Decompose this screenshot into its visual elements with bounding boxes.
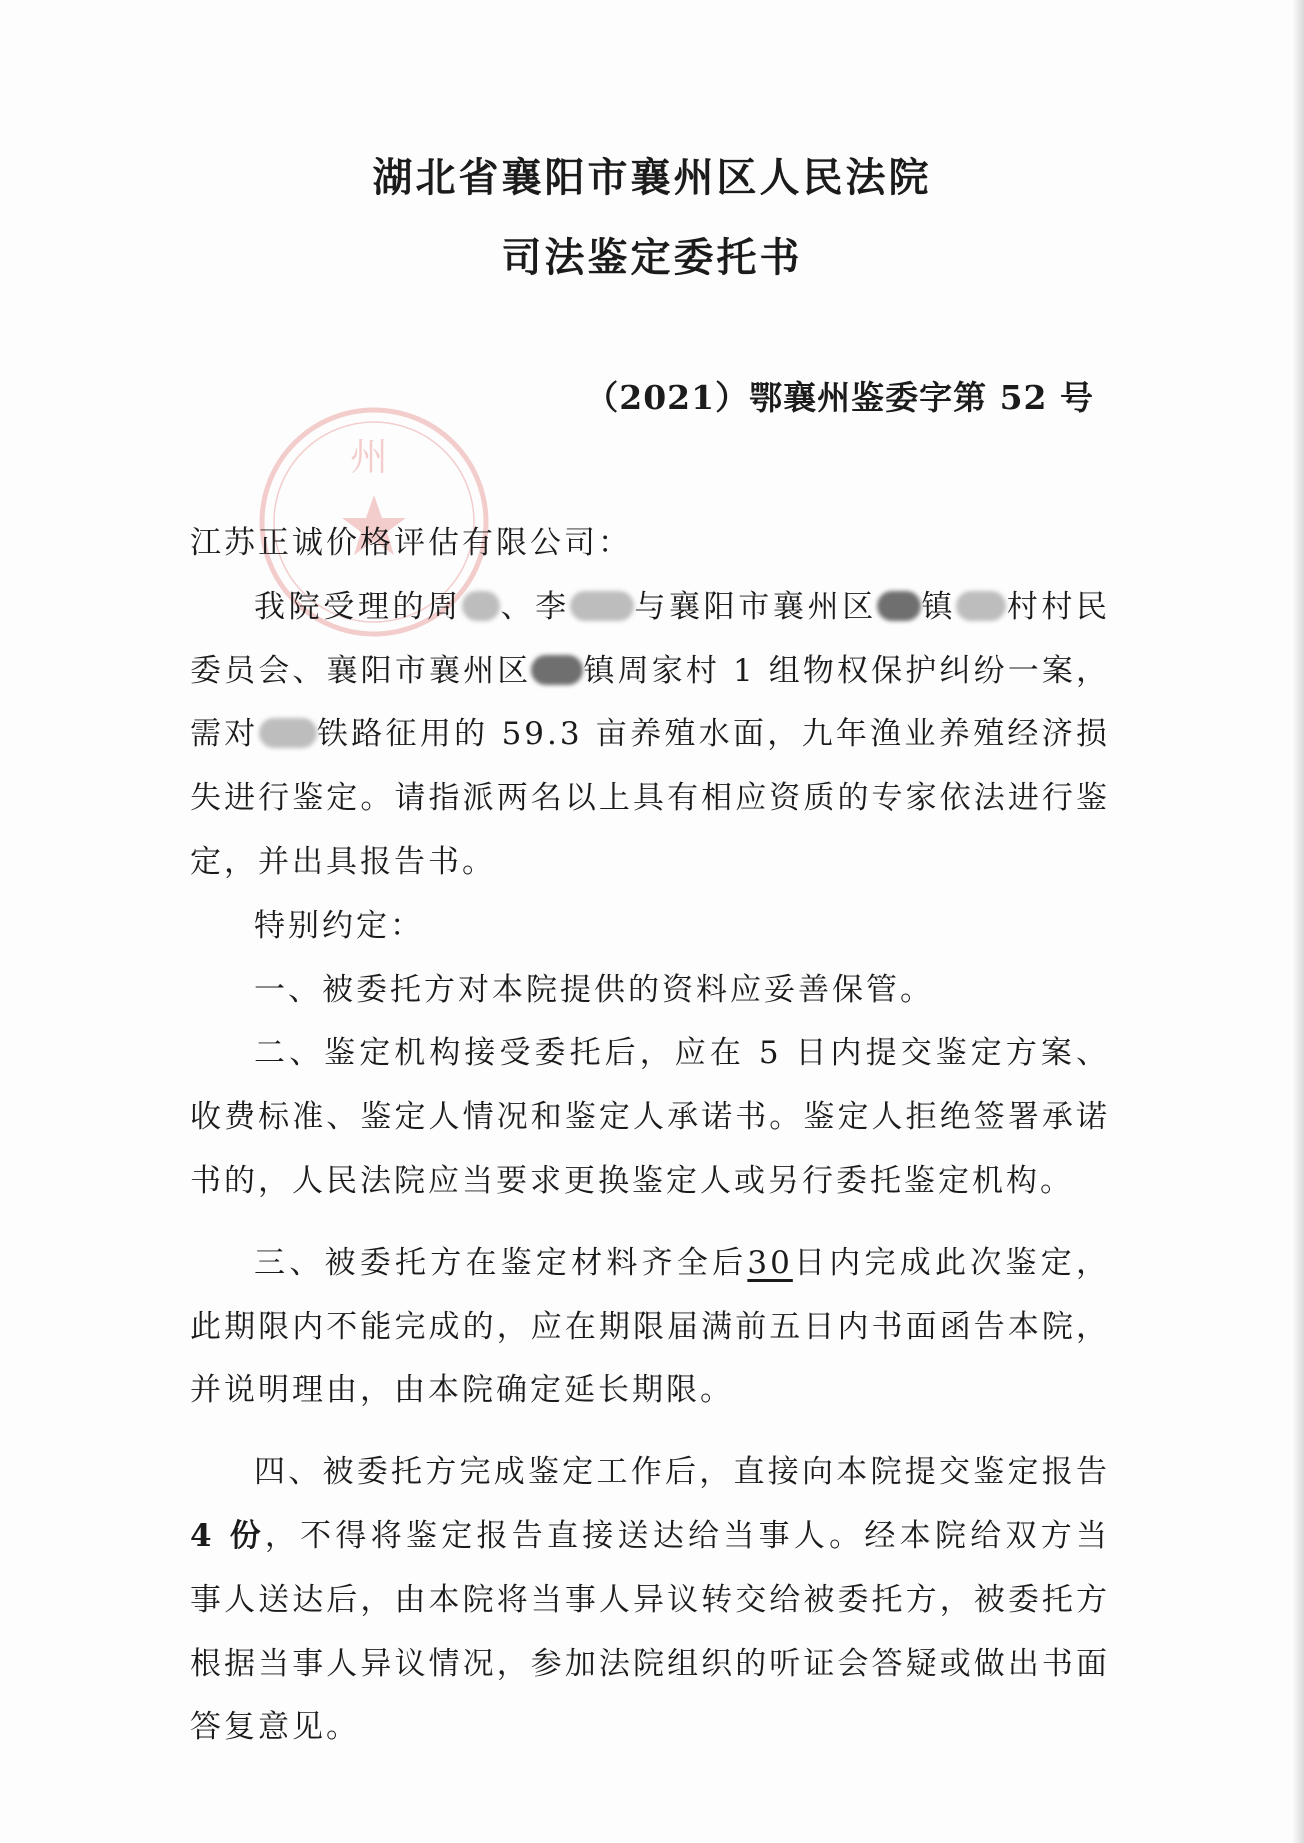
- clause-4: 四、被委托方完成鉴定工作后，直接向本院提交鉴定报告4 份，不得将鉴定报告直接送达给当事人。经本院给双方当事人送达后，由本院将当事人异议转交给被委托方，被委托方根据当事人异议情况，参加法院组织的听证会答疑或做出书面答复意见。: [190, 1454, 1110, 1746]
- redaction-mark: [259, 718, 317, 748]
- addressee: 江苏正诚价格评估有限公司：: [190, 525, 632, 561]
- document-number: （2021）鄂襄州鉴委字第 52 号: [585, 378, 1094, 417]
- court-name: 湖北省襄阳市襄州区人民法院: [372, 154, 932, 201]
- redaction-mark: [570, 591, 634, 621]
- intro-paragraph: 我院受理的周 、李 与襄阳市襄州区 镇 村村民委员会、襄阳市襄州区 镇周家村 1 组物权保护纠纷一案，需对 铁路征用的 59.3 亩养殖水面，九年渔业养殖经济损失进行鉴定。请指派两名以上具有相应资质的专家依法进行鉴定，并出具报告书。: [190, 588, 1111, 880]
- redaction-mark: [877, 591, 921, 621]
- clause-2: 二、鉴定机构接受委托后，应在 5 日内提交鉴定方案、收费标准、鉴定人情况和鉴定人承诺书。鉴定人拒绝签署承诺书的，人民法院应当要求更换鉴定人或另行委托鉴定机构。: [190, 1035, 1110, 1199]
- letter-body: [190, 512, 1110, 1760]
- special-terms-heading: 特别约定：: [254, 907, 424, 944]
- clause-1: 一、被委托方对本院提供的资料应妥善保管。: [254, 971, 934, 1008]
- clause-3: 三、被委托方在鉴定材料齐全后30日内完成此次鉴定，此期限内不能完成的，应在期限届满前五日内书面函告本院，并说明理由，由本院确定延长期限。: [190, 1244, 1110, 1409]
- report-copies: 4 份: [190, 1517, 265, 1554]
- redaction-mark: [531, 655, 583, 685]
- document-title: 司法鉴定委托书: [501, 234, 803, 281]
- stamp-text: 州: [350, 435, 389, 479]
- deadline-days: 30: [747, 1244, 793, 1281]
- redaction-mark: [462, 591, 500, 621]
- redaction-mark: [956, 591, 1006, 621]
